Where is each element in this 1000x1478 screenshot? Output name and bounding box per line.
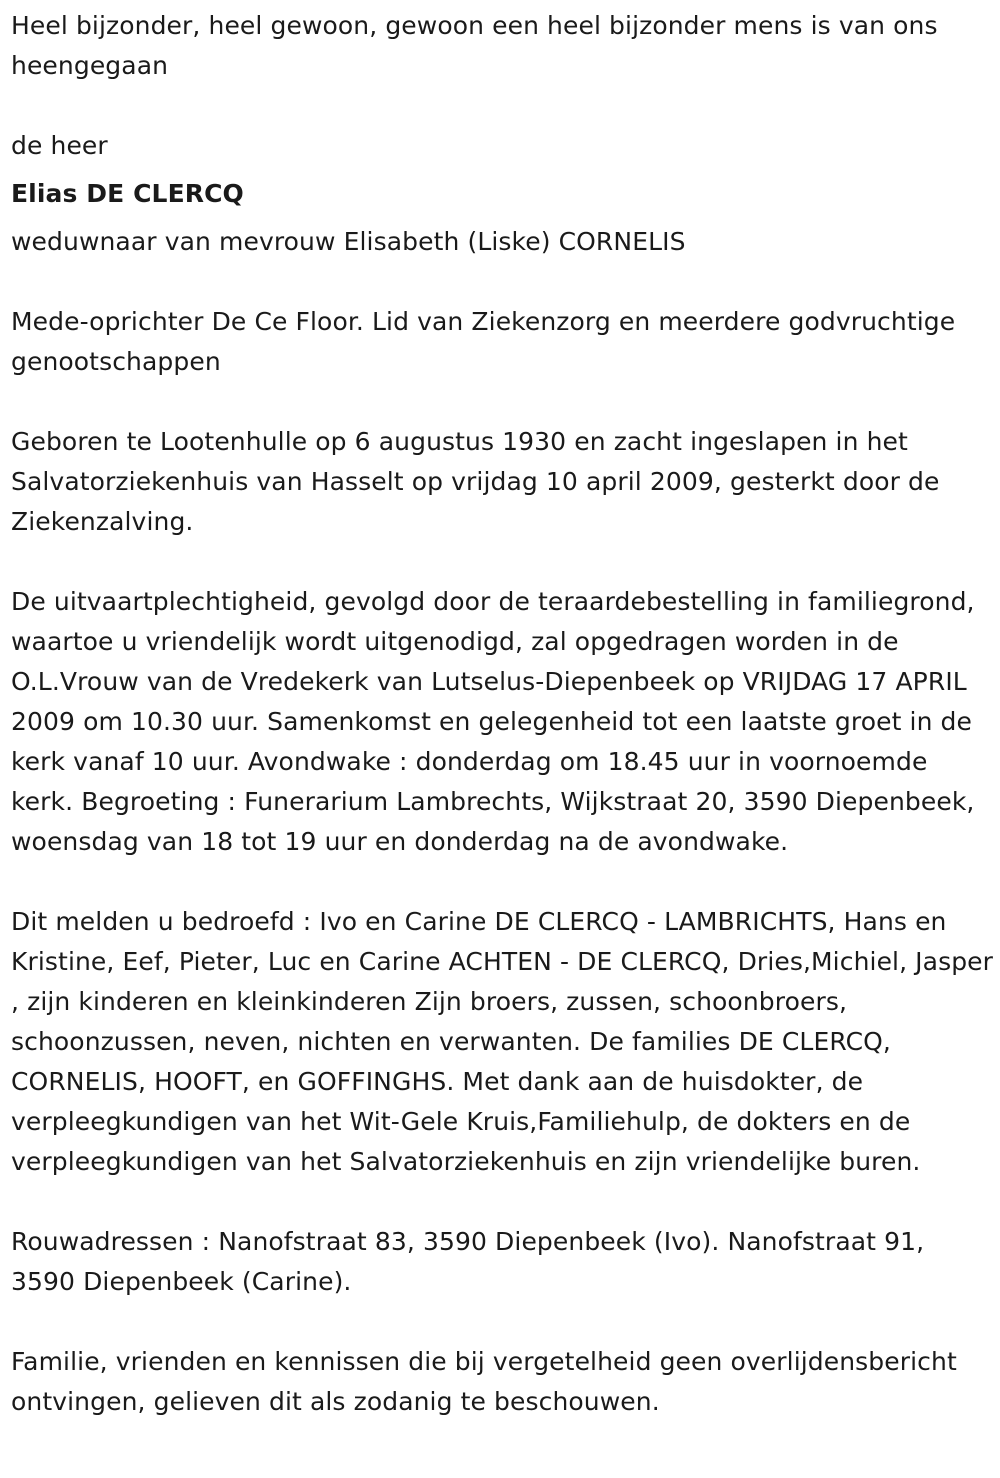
announced-by: Dit melden u bedroefd : Ivo en Carine DE CLERCQ - LAMBRICHTS, Hans en Kristine, Eef, Pieter, Luc en Carine ACHTEN - DE CLERCQ, Dries,Michiel, Jasper , zijn kinderen en kleinkinderen Zijn broers, zussen, schoonbroers, schoonzussen, neven, nichten en verwanten. De families DE CLERCQ, CORNELIS, HOOFT, en GOFFINGHS. Met dank aan de huisdokter, de verpleegkundigen van het Wit-Gele Kruis,Familiehulp, de dokters en de verpleegkundigen van het Salvatorziekenhuis en zijn vriendelijke buren. (11, 907, 994, 1176)
closing-text: Familie, vrienden en kennissen die bij vergetelheid geen overlijdensbericht ontvingen, gelieven dit als zodanig te beschouwen. (11, 1347, 957, 1416)
funeral-details: De uitvaartplechtigheid, gevolgd door de teraardebestelling in familiegrond, waartoe u vriendelijk wordt uitgenodigd, zal opgedragen worden in de O.L.Vrouw van de Vredekerk van Lutselus-Diepenbeek op VRIJDAG 17 APRIL 2009 om 10.30 uur. Samenkomst en gelegenheid tot een laatste groet in de kerk vanaf 10 uur. Avondwake : donderdag om 18.45 uur in voornoemde kerk. Begroeting : Funerarium Lambrechts, Wijkstraat 20, 3590 Diepenbeek, woensdag van 18 tot 19 uur en donderdag na de avondwake. (11, 587, 975, 856)
death-notice (11, 6, 996, 1422)
intro-text: Heel bijzonder, heel gewoon, gewoon een heel bijzonder mens is van ons heengegaan (11, 11, 938, 80)
widower-of: weduwnaar van mevrouw Elisabeth (Liske) CORNELIS (11, 227, 686, 256)
memberships: Mede-oprichter De Ce Floor. Lid van Ziekenzorg en meerdere godvruchtige genootschappen (11, 307, 956, 376)
deceased-name: Elias DE CLERCQ (11, 179, 244, 208)
birth-death: Geboren te Lootenhulle op 6 augustus 1930 en zacht ingeslapen in het Salvatorziekenhuis van Hasselt op vrijdag 10 april 2009, gesterkt door de Ziekenzalving. (11, 427, 940, 536)
mourning-addresses: Rouwadressen : Nanofstraat 83, 3590 Diepenbeek (Ivo). Nanofstraat 91, 3590 Diepenbeek (Carine). (11, 1227, 925, 1296)
salutation: de heer (11, 131, 108, 160)
